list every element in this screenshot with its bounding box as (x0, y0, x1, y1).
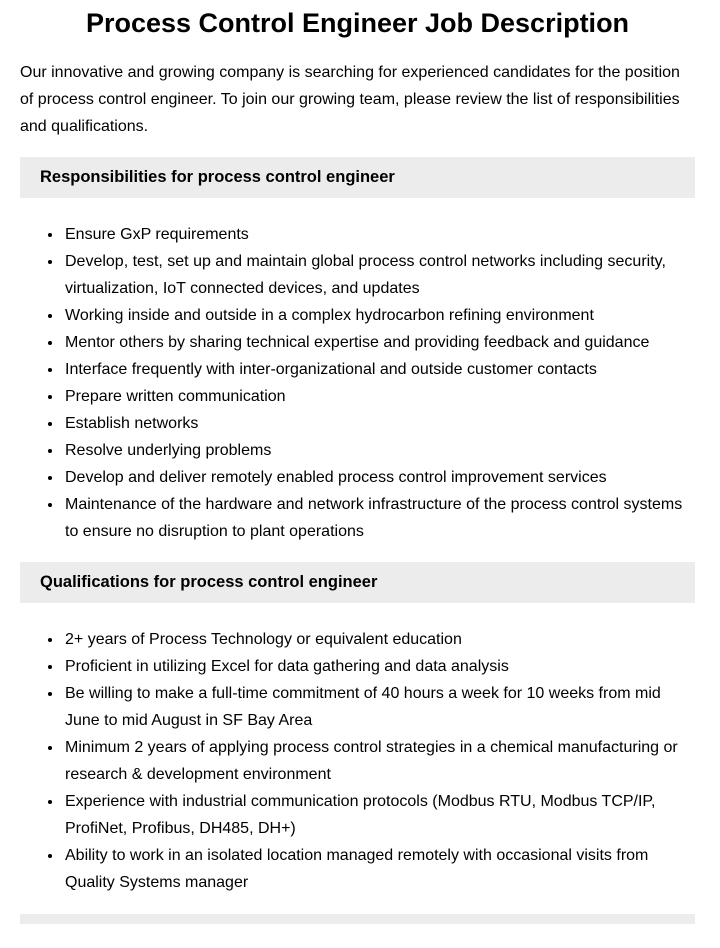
list-item: • Mentor others by sharing technical expertise and providing feedback and guidance (63, 329, 695, 356)
page-title: Process Control Engineer Job Description (85, 8, 630, 38)
list-item: • Working inside and outside in a complex hydrocarbon refining environment (63, 302, 695, 329)
list-item: • Ensure GxP requirements (63, 221, 695, 248)
qualifications-list (20, 626, 695, 896)
intro-paragraph: Our innovative and growing company is searching for experienced candidates for the position of process control engineer. To join our growing team, please review the list of responsibilities and qualifications. (20, 64, 680, 136)
list-item: • Proficient in utilizing Excel for data gathering and data analysis (63, 653, 695, 680)
list-item: • Develop, test, set up and maintain global process control networks including security, virtualization, IoT connected devices, and updates (63, 248, 695, 302)
list-item: • Develop and deliver remotely enabled process control improvement services (63, 464, 695, 491)
list-item: • Resolve underlying problems (63, 437, 695, 464)
list-item: • Interface frequently with inter-organizational and outside customer contacts (63, 356, 695, 383)
section-header-partial (20, 914, 695, 924)
list-item: • Experience with industrial communication protocols (Modbus RTU, Modbus TCP/IP, ProfiNet, Profibus, DH485, DH+) (63, 788, 695, 842)
list-item: • Minimum 2 years of applying process control strategies in a chemical manufacturing or research & development environment (63, 734, 695, 788)
list-item: • Establish networks (63, 410, 695, 437)
section-header-qualifications (20, 562, 695, 603)
list-item: • Prepare written communication (63, 383, 695, 410)
list-item: • 2+ years of Process Technology or equivalent education (63, 626, 695, 653)
section-header-responsibilities (20, 157, 695, 198)
list-item: • Maintenance of the hardware and network infrastructure of the process control systems to ensure no disruption to plant operations (63, 491, 695, 545)
list-item: • Be willing to make a full-time commitment of 40 hours a week for 10 weeks from mid June to mid August in SF Bay Area (63, 680, 695, 734)
section-heading-text: Responsibilities for process control engineer (40, 168, 395, 187)
responsibilities-list (20, 221, 695, 545)
section-heading-text: Qualifications for process control engineer (40, 573, 378, 592)
list-item: • Ability to work in an isolated location managed remotely with occasional visits from Quality Systems manager (63, 842, 695, 896)
